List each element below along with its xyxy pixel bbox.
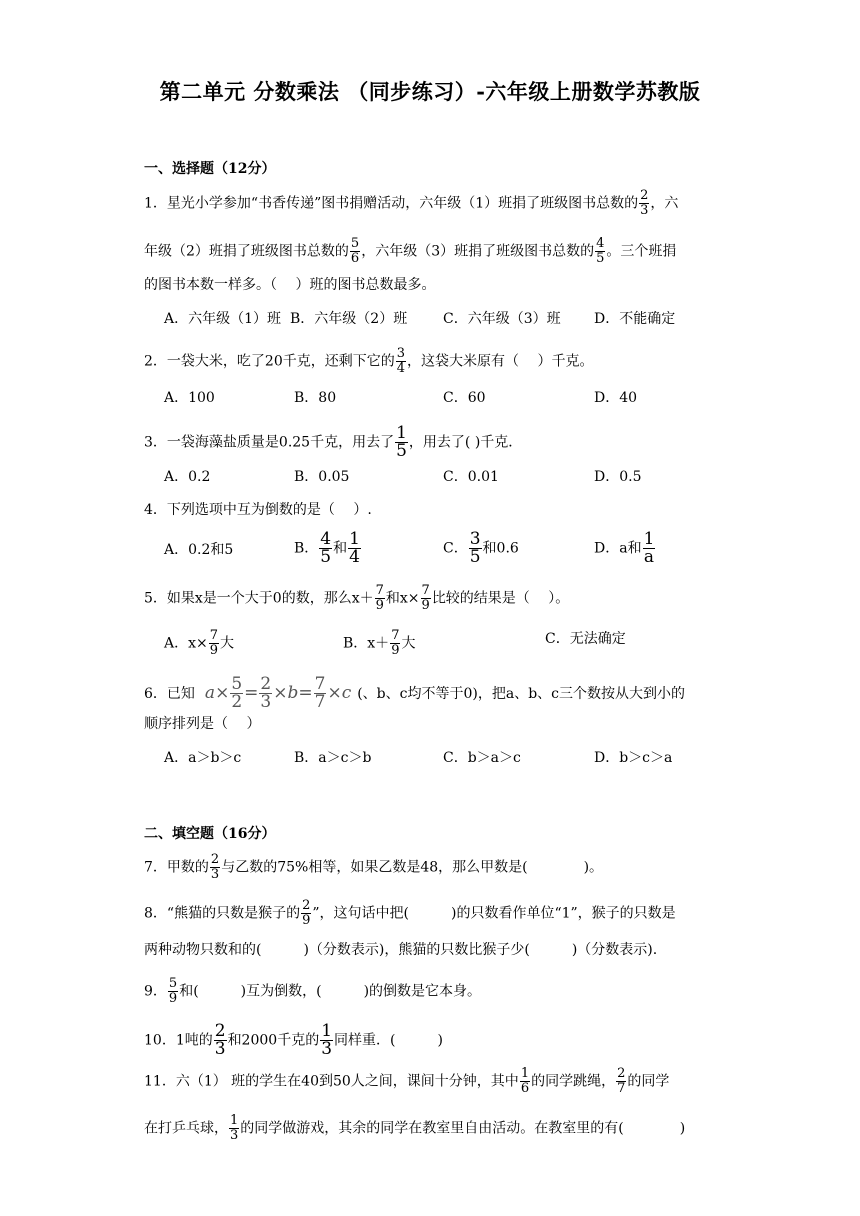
option-a[interactable]: A．a＞b＞c	[164, 750, 242, 766]
fraction: $\frac{4}{5}$	[320, 529, 332, 567]
fraction: $\frac{7}{9}$	[209, 628, 219, 658]
fraction: $\frac{5}{9}$	[168, 976, 178, 1006]
question-1-line-3: 的图书本数一样多。（ ）班的图书总数最多。	[144, 277, 436, 293]
fraction: $\frac{7}{9}$	[391, 628, 400, 658]
section-heading-choice: 一、选择题（12分）	[144, 161, 276, 177]
question-8-line-1: 8．“熊猫的只数是猴子的 $\frac{2}{9}$ ”，这句话中把( )的只数看作单位“1”，猴子的只数是	[144, 898, 676, 928]
option-d[interactable]: D．40	[594, 390, 638, 406]
option-b[interactable]: B． $\frac{4}{5}$ 和 $\frac{1}{4}$	[294, 529, 360, 567]
option-c[interactable]: C．六年级（3）班	[443, 311, 561, 327]
question-6-line-1: 6．已知 a× $\frac{5}{2}$ = $\frac{2}{3}$ ×b= $\frac{7}{7}$ ×c (、b、c均不等于0)，把a、b、c三个数按从大到小的	[144, 674, 686, 712]
option-d[interactable]: D．a和 $\frac{1}{a}$	[594, 529, 655, 567]
option-d[interactable]: D．不能确定	[594, 311, 676, 327]
question-1-line-2: 年级（2）班捐了班级图书总数的 $\frac{5}{6}$ ，六年级（3）班捐了班级图书总数的 $\frac{4}{5}$ 。三个班捐	[144, 236, 677, 266]
option-a[interactable]: A．x× $\frac{7}{9}$ 大	[164, 628, 235, 658]
question-6-line-2: 顺序排列是（ ）	[144, 716, 261, 732]
option-a[interactable]: A．100	[164, 390, 215, 406]
option-d[interactable]: D．0.5	[594, 469, 642, 485]
equation: a× $\frac{5}{2}$ = $\frac{2}{3}$ ×b= $\frac{7}{7}$ ×c	[204, 674, 352, 712]
fraction: $\frac{2}{3}$	[640, 188, 649, 218]
option-b[interactable]: B．x＋ $\frac{7}{9}$ 大	[343, 628, 416, 658]
fraction: $\frac{7}{7}$	[314, 674, 326, 712]
fraction: $\frac{2}{7}$	[617, 1066, 626, 1096]
option-c[interactable]: C．0.01	[443, 469, 499, 485]
option-b[interactable]: B．六年级（2）班	[290, 311, 408, 327]
fraction: $\frac{2}{3}$	[214, 1021, 226, 1059]
question-4: 4．下列选项中互为倒数的是（ ）.	[144, 502, 372, 518]
option-c[interactable]: C．b＞a＞c	[443, 750, 521, 766]
fraction: $\frac{2}{3}$	[260, 674, 272, 712]
fraction: $\frac{1}{6}$	[520, 1066, 530, 1096]
question-3: 3．一袋海藻盐质量是0.25千克，用去了 $\frac{1}{5}$ ，用去了( )千克．	[144, 423, 523, 461]
fraction: $\frac{7}{9}$	[375, 583, 384, 613]
option-c[interactable]: C．60	[443, 390, 486, 406]
fraction: $\frac{1}{a}$	[643, 529, 655, 567]
fraction: $\frac{1}{4}$	[349, 529, 360, 567]
page-title: 第二单元 分数乘法 （同步练习）-六年级上册数学苏教版	[159, 79, 701, 104]
question-11-line-2: 在打乒乓球， $\frac{1}{3}$ 的同学做游戏，其余的同学在教室里自由活动。在教室里的有( )	[144, 1113, 686, 1143]
fraction: $\frac{5}{6}$	[350, 236, 360, 266]
question-5: 5．如果x是一个大于0的数，那么x＋ $\frac{7}{9}$ 和x× $\frac{7}{9}$ 比较的结果是（ ）。	[144, 583, 570, 613]
question-10: 10．1吨的 $\frac{2}{3}$ 和2000千克的 $\frac{1}{3}$ 同样重．( )	[144, 1021, 443, 1059]
fraction: $\frac{3}{5}$	[469, 529, 481, 567]
option-c[interactable]: C． $\frac{3}{5}$ 和0.6	[443, 529, 519, 567]
fraction: $\frac{2}{3}$	[210, 852, 220, 882]
question-9: 9． $\frac{5}{9}$ 和( )互为倒数，( )的倒数是它本身。	[144, 976, 482, 1006]
fraction: $\frac{1}{5}$	[396, 423, 407, 461]
option-c[interactable]: C．无法确定	[545, 631, 626, 647]
option-a[interactable]: A．六年级（1）班	[164, 311, 282, 327]
fraction: $\frac{4}{5}$	[596, 236, 605, 266]
fraction: $\frac{2}{9}$	[302, 898, 311, 928]
section-heading-fill: 二、填空题（16分）	[144, 826, 276, 842]
fraction: $\frac{1}{3}$	[230, 1113, 239, 1143]
fraction: $\frac{3}{4}$	[396, 346, 406, 376]
question-2: 2．一袋大米，吃了20千克，还剩下它的 $\frac{3}{4}$ ，这袋大米原有（ ）千克。	[144, 346, 594, 376]
option-b[interactable]: B．a＞c＞b	[294, 750, 372, 766]
fraction: $\frac{5}{2}$	[231, 674, 243, 712]
question-7: 7．甲数的 $\frac{2}{3}$ 与乙数的75%相等，如果乙数是48，那么甲数是( )。	[144, 852, 604, 882]
fraction: $\frac{1}{3}$	[321, 1021, 333, 1059]
option-b[interactable]: B．80	[294, 390, 337, 406]
question-1-line-1: 1．星光小学参加“书香传递”图书捐赠活动，六年级（1）班捐了班级图书总数的 $\frac{2}{3}$ ，六	[144, 188, 679, 218]
question-11-line-1: 11．六（1） 班的学生在40到50人之间，课间十分钟，其中 $\frac{1}{6}$ 的同学跳绳， $\frac{2}{7}$ 的同学	[144, 1066, 670, 1096]
question-8-line-2: 两种动物只数和的( )（分数表示)，熊猫的只数比猴子少( )（分数表示).	[144, 942, 658, 958]
option-b[interactable]: B．0.05	[294, 469, 350, 485]
option-d[interactable]: D．b＞c＞a	[594, 750, 673, 766]
option-a[interactable]: A．0.2和5	[164, 542, 234, 558]
option-a[interactable]: A．0.2	[164, 469, 211, 485]
fraction: $\frac{7}{9}$	[421, 583, 430, 613]
